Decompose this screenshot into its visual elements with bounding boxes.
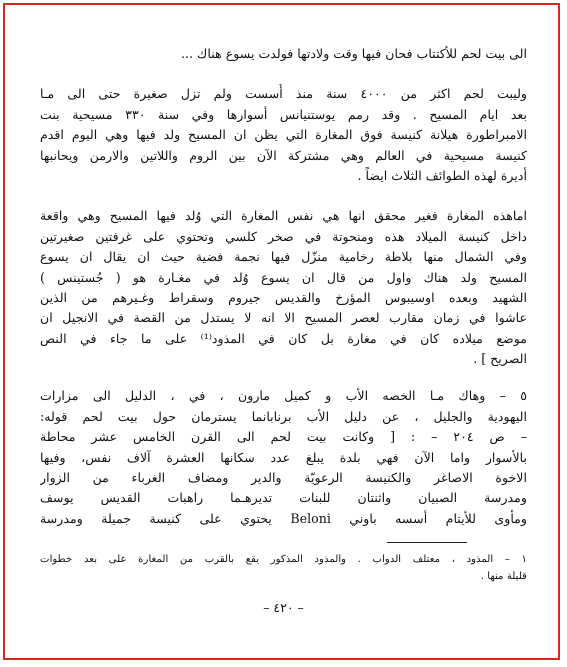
text-line: داخل كنيسة الميلاد هذه ومنحوتة في صخر كلسي وتحتوي على غرفتين صغيرتين: [40, 228, 527, 244]
footnote-line: ١ – المذود ، معتلف الدواب . والمذود المذكور يقع بالقرب من المغارة على بعد خطوات: [40, 554, 527, 565]
text-line: ومأوى للأيتام أسسه باوني Beloni يحتوي على كنيسة جميلة ومدرسة: [40, 510, 527, 526]
text-line: بعد ايام المسيح . وقد رمم يوستنيانس أسوارها وفي سنة ٣٣٠ مسيحية بنت: [40, 106, 527, 122]
text-line: كنيسة مسيحية في العالم وهي مشتركة الآن بين الروم واللاتين والارمن ويحانبها: [40, 147, 527, 163]
text-line: المسيح ولد هناك واول من قال ان يسوع وُلد في مغـارة هو ( جُستينس ): [40, 269, 527, 285]
page-body: [40, 44, 527, 549]
paragraph-2: [40, 84, 527, 186]
text-line: اليهودية والجليل ، عن دليل الأب برنابانما يسترمان حول بيت لحم قوله:: [40, 408, 527, 424]
text-line: اماهذه المغارة فغير محقق انها هي نفس المغارة التي وُلد فيها المسيح وهي واقعة: [40, 208, 527, 224]
paragraph-1: [40, 44, 527, 64]
text-line: الاخوة الاصاغر والكنيسة الرعويّة والدير ومضاف الغرباء من الزوار: [40, 470, 527, 486]
text-line: ومدرسة الصبيان واثنتان للبنات تديرهـما راهبات القديس يوسف: [40, 490, 527, 506]
page-number: – ٤٢٠ –: [263, 600, 304, 615]
text-line: – ص ٢٠٤ – : [ وكانت بيت لحم الى القرن الخامس عشر محاطة: [40, 429, 527, 445]
text-line: الشهيد وبعده اوسيبوس المؤرخ والقديس جيروم وسقراط وغـيرهم من الذين: [40, 289, 527, 305]
footnote: [40, 551, 527, 585]
footnote-line: قليلة منها .: [480, 571, 527, 582]
text-line: موضع ميلاده كان في مغارة بل كان في المذود⁽¹⁾ على ما جاء في النص: [40, 330, 527, 346]
text-line: وليبت لحم اكثر من ٤٠٠٠ سنة منذ أُسست ولم تزل صغيرة حتى الى مـا: [40, 86, 527, 102]
footnote-rule: [387, 542, 467, 543]
paragraph-3: [40, 206, 527, 369]
text-line: أديرة لهذه الطوائف الثلاث ايضاً .: [357, 167, 527, 183]
text-line: الى بيت لحم للأكتتاب فحان فيها وقت ولادتها فولدت يسوع هناك ...: [181, 46, 527, 61]
text-line: ٥ – وهاك مـا الخصه الأب و كميل مارون ، في ، الدليل الى مزارات: [40, 388, 527, 404]
text-line: عاشوا في زمان مقارب لعصر المسيح الا انه لا يستدل من القصة في الانجيل ان: [40, 310, 527, 326]
text-line: وفي الشمال منها بلاطة رخامية منزّل فيها نجمة فضية حيث ان يقال ان يسوع: [40, 249, 527, 265]
paragraph-4: [40, 386, 527, 529]
text-line: بالأسوار واما الآن فهي بلدة يبلغ عدد سكانها العشرة آلاف نفس، وفيها: [40, 449, 527, 465]
text-line: الامبراطورة هيلانة كنيسة فوق المغارة التي يظن ان المسيح ولد فيها وهي اليوم اقدم: [40, 127, 527, 143]
text-line: الصريح ] .: [473, 351, 527, 367]
